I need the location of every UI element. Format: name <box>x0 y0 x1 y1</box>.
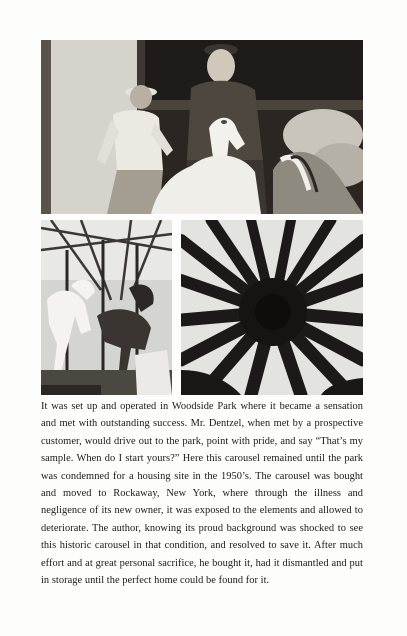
photo-men-with-carousel-horse <box>41 40 363 214</box>
body-paragraph: It was set up and operated in Woodside Park where it became a sensation and met with outstanding success. Mr. Dentzel, when met by a prospective customer, would drive out to the park, point with pride, and say “That’s my sample. When do I start yours?” Here this carousel remained until the park was condemned for a housing site in the 1950’s. The carousel was bought and moved to Rockaway, New York, where through the illness and negligence of its new owner, it was exposed to the elements and allowed to deteriorate. The author, knowing its proud background was shocked to see this historic carousel in that condition, and resolved to save it. After much effort and at great personal sacrifice, he bought it, had it dismantled and put in storage until the perfect home could be found for it. <box>41 401 363 587</box>
photo-carousel-hub <box>181 220 363 395</box>
photo-carousel-horses <box>41 220 172 395</box>
